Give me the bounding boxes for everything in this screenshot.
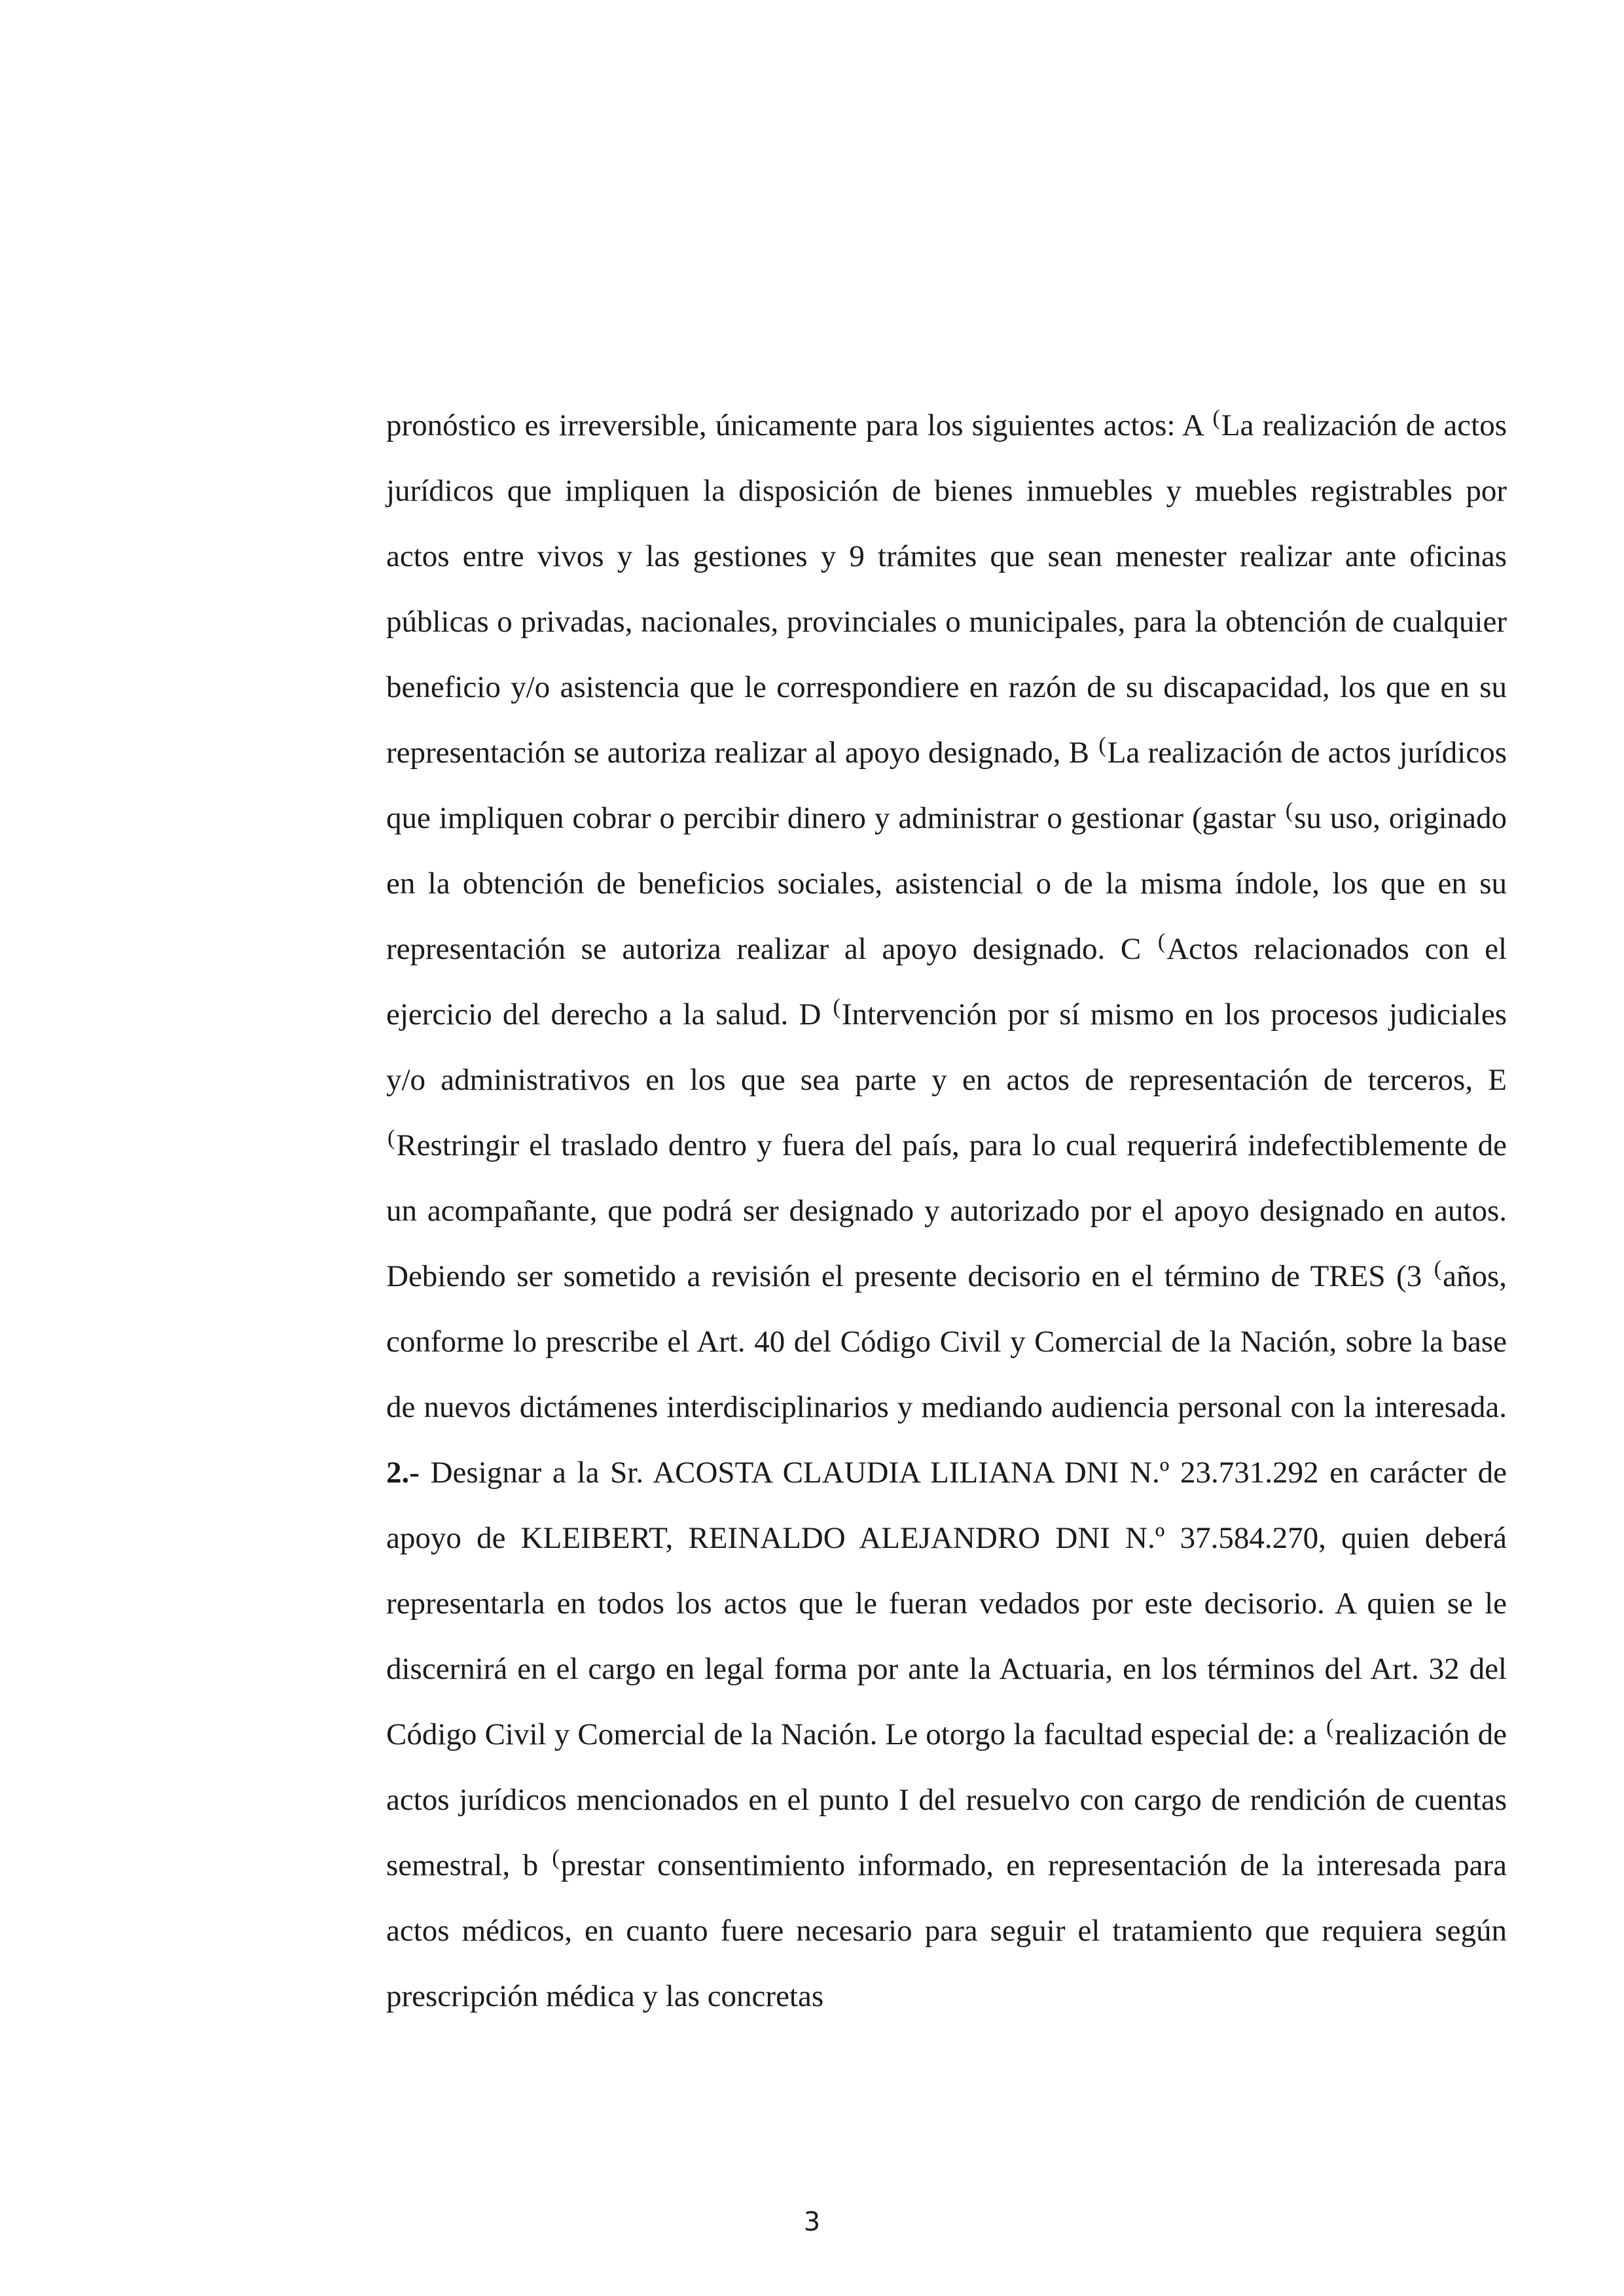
text-segment: realización de actos jurídicos mencionados en el punto I del resuelvo con cargo de rendición de cuentas semestral, b [386,1717,1507,1882]
paren-mark: ( [1157,929,1166,954]
paren-mark: ( [1285,798,1293,823]
paren-mark: ( [1212,406,1220,430]
page-number: 3 [803,2207,821,2237]
paren-mark: ( [1326,1715,1334,1739]
paren-mark: ( [1098,733,1106,757]
text-segment: Designar a la Sr. ACOSTA CLAUDIA LILIANA DNI N.º 23.731.292 en carácter de apoyo de KLEIBERT, REINALDO ALEJANDRO DNI N.º 37.584.270, quien deberá representarla en todos los actos que le fueran vedados por este decisorio. A quien se le discernirá en el cargo en legal forma por ante la Actuaria, en los términos del Art. 32 del Código Civil y Comercial de la Nación. Le otorgo la facultad especial de: a [386,1456,1507,1751]
paren-mark: ( [388,1126,395,1150]
text-segment: Intervención por sí mismo en los procesos judiciales y/o administrativos en los que sea parte y en actos de representación de terceros, E [386,997,1507,1097]
text-segment: La realización de actos jurídicos que impliquen cobrar o percibir dinero y administrar o gestionar (gastar [386,736,1507,835]
text-segment: Restringir el traslado dentro y fuera del país, para lo cual requerirá indefectiblemente de un acompañante, que podrá ser designado y autorizado por el apoyo designado en autos. Debiendo ser sometido a revisión el presente decisorio en el término de TRES (3 [386,1128,1507,1293]
text-segment: prestar consentimiento informado, en representación de la interesada para actos médicos, en cuanto fuere necesario para seguir el tratamiento que requiera según prescripción médica y las concretas [386,1848,1507,2013]
text-segment: pronóstico es irreversible, únicamente para los siguientes actos: A [386,408,1212,442]
body-paragraph [386,393,1507,2029]
text-segment: años, conforme lo prescribe el Art. 40 del Código Civil y Comercial de la Nación, sobre la base de nuevos dictámenes interdisciplinarios y mediando audiencia personal con la interesada. [386,1259,1507,1424]
paren-mark: ( [1434,1257,1442,1281]
paren-mark: ( [833,995,840,1019]
text-segment: La realización de actos jurídicos que impliquen la disposición de bienes inmuebles y muebles registrables por actos entre vivos y las gestiones y 9 trámites que sean menester realizar ante oficinas públicas o privadas, nacionales, provinciales o municipales, para la obtención de cualquier beneficio y/o asistencia que le correspondiere en razón de su discapacidad, los que en su representación se autoriza realizar al apoyo designado, B [386,408,1507,770]
paren-mark: ( [552,1846,560,1870]
text-segment: su uso, originado en la obtención de beneficios sociales, asistencial o de la misma índole, los que en su representación se autoriza realizar al apoyo designado. C [386,801,1507,966]
section-number: 2.- [386,1456,420,1490]
text-segment: Actos relacionados con el ejercicio del derecho a la salud. D [386,932,1507,1031]
